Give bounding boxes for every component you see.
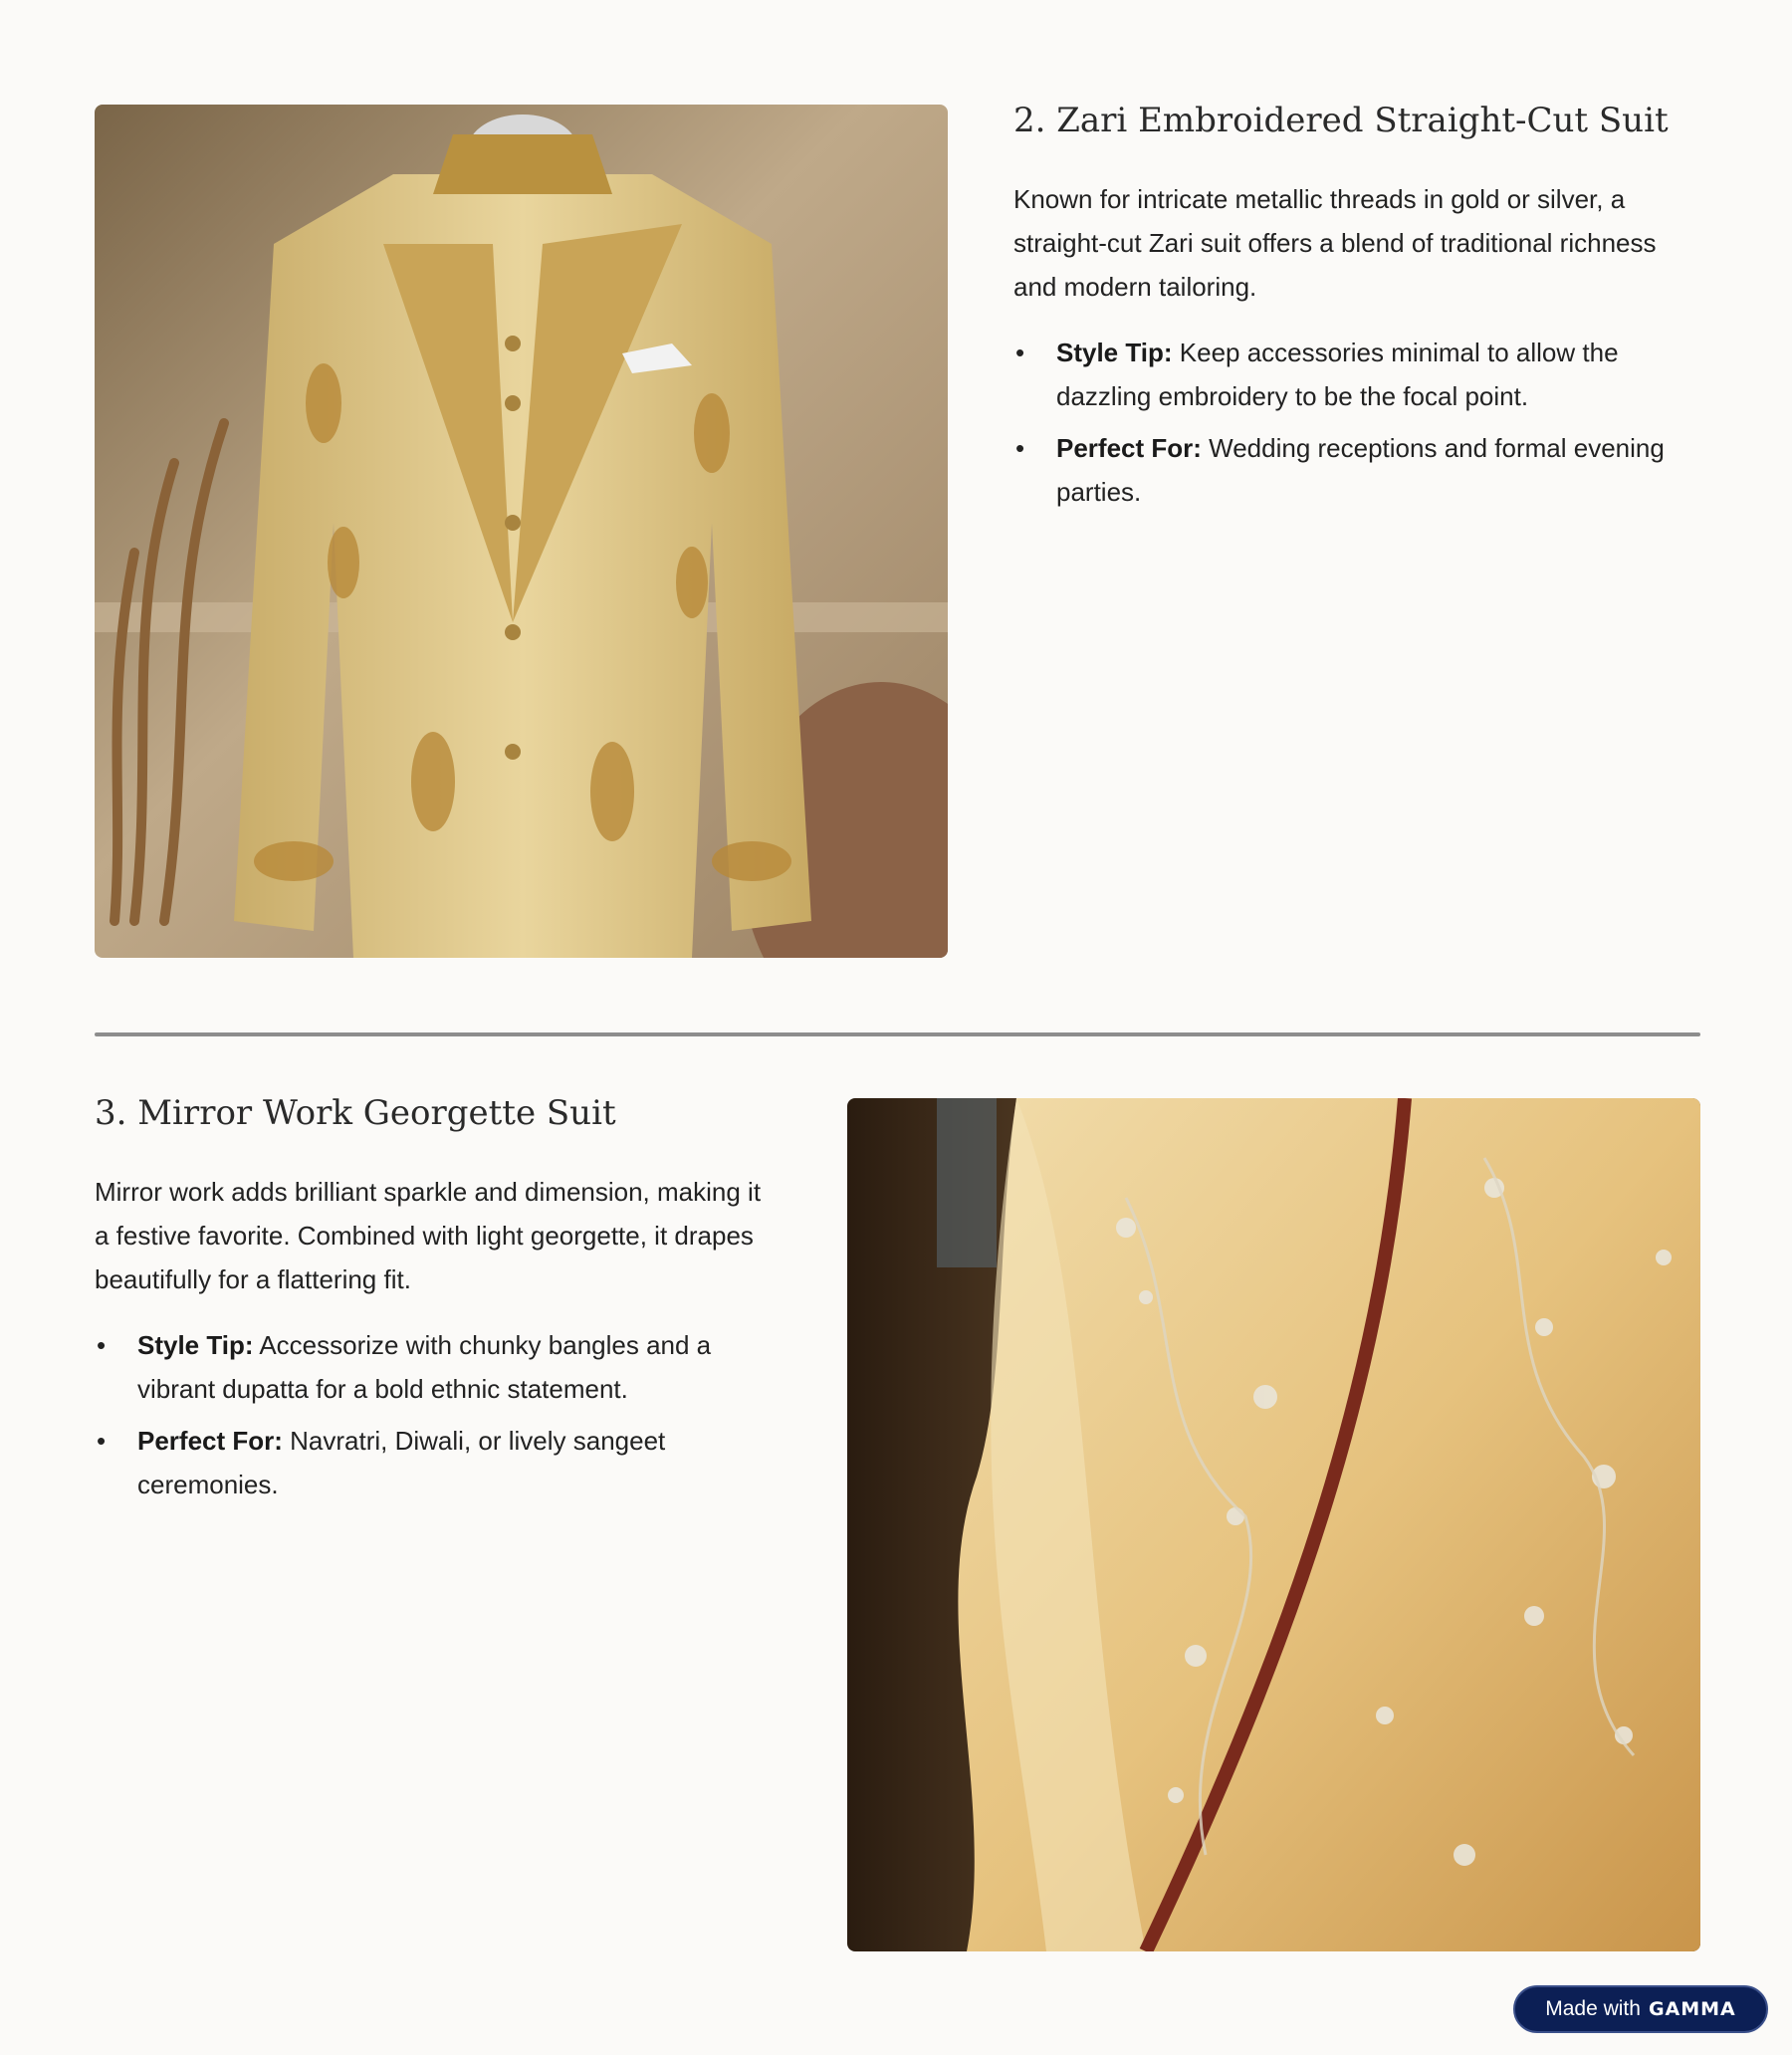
badge-prefix: Made with bbox=[1545, 1997, 1641, 2020]
mirror-work-section bbox=[95, 1088, 782, 1514]
tip-label: Perfect For: bbox=[137, 1426, 283, 1456]
list-item bbox=[95, 1419, 782, 1506]
bullet-icon: • bbox=[1015, 433, 1025, 463]
bullet-icon: • bbox=[1015, 338, 1025, 367]
tips-list bbox=[95, 1323, 782, 1506]
list-item bbox=[1013, 331, 1700, 418]
list-item bbox=[95, 1323, 782, 1411]
tip-text: Wedding receptions and formal evening parties. bbox=[1056, 433, 1665, 507]
tip-text: Navratri, Diwali, or lively sangeet ceremonies. bbox=[137, 1426, 666, 1499]
section-description: Mirror work adds brilliant sparkle and dimension, making it a festive favorite. Combined with light georgette, it drapes beautifully for a flattering fit. bbox=[95, 1177, 762, 1294]
mirror-work-photo bbox=[847, 1098, 1700, 1951]
tips-list bbox=[1013, 331, 1700, 514]
section-divider bbox=[95, 1032, 1700, 1036]
bullet-icon: • bbox=[97, 1426, 107, 1456]
section-title: 3. Mirror Work Georgette Suit bbox=[95, 1093, 616, 1133]
bullet-icon: • bbox=[97, 1330, 107, 1360]
tip-label: Style Tip: bbox=[1056, 338, 1173, 367]
section-description: Known for intricate metallic threads in gold or silver, a straight-cut Zari suit offers a blend of traditional richness and modern tailoring. bbox=[1013, 184, 1657, 302]
gamma-logo-text: GAMMA bbox=[1648, 1998, 1736, 2020]
zari-suit-photo bbox=[95, 105, 948, 958]
tip-text: Accessorize with chunky bangles and a vibrant dupatta for a bold ethnic statement. bbox=[137, 1330, 712, 1404]
zari-suit-section bbox=[1013, 96, 1700, 522]
section-title: 2. Zari Embroidered Straight-Cut Suit bbox=[1013, 101, 1669, 140]
made-with-gamma-badge[interactable] bbox=[1513, 1985, 1768, 2033]
list-item bbox=[1013, 426, 1700, 514]
tip-text: Keep accessories minimal to allow the dazzling embroidery to be the focal point. bbox=[1056, 338, 1619, 411]
tip-label: Style Tip: bbox=[137, 1330, 254, 1360]
tip-label: Perfect For: bbox=[1056, 433, 1202, 463]
